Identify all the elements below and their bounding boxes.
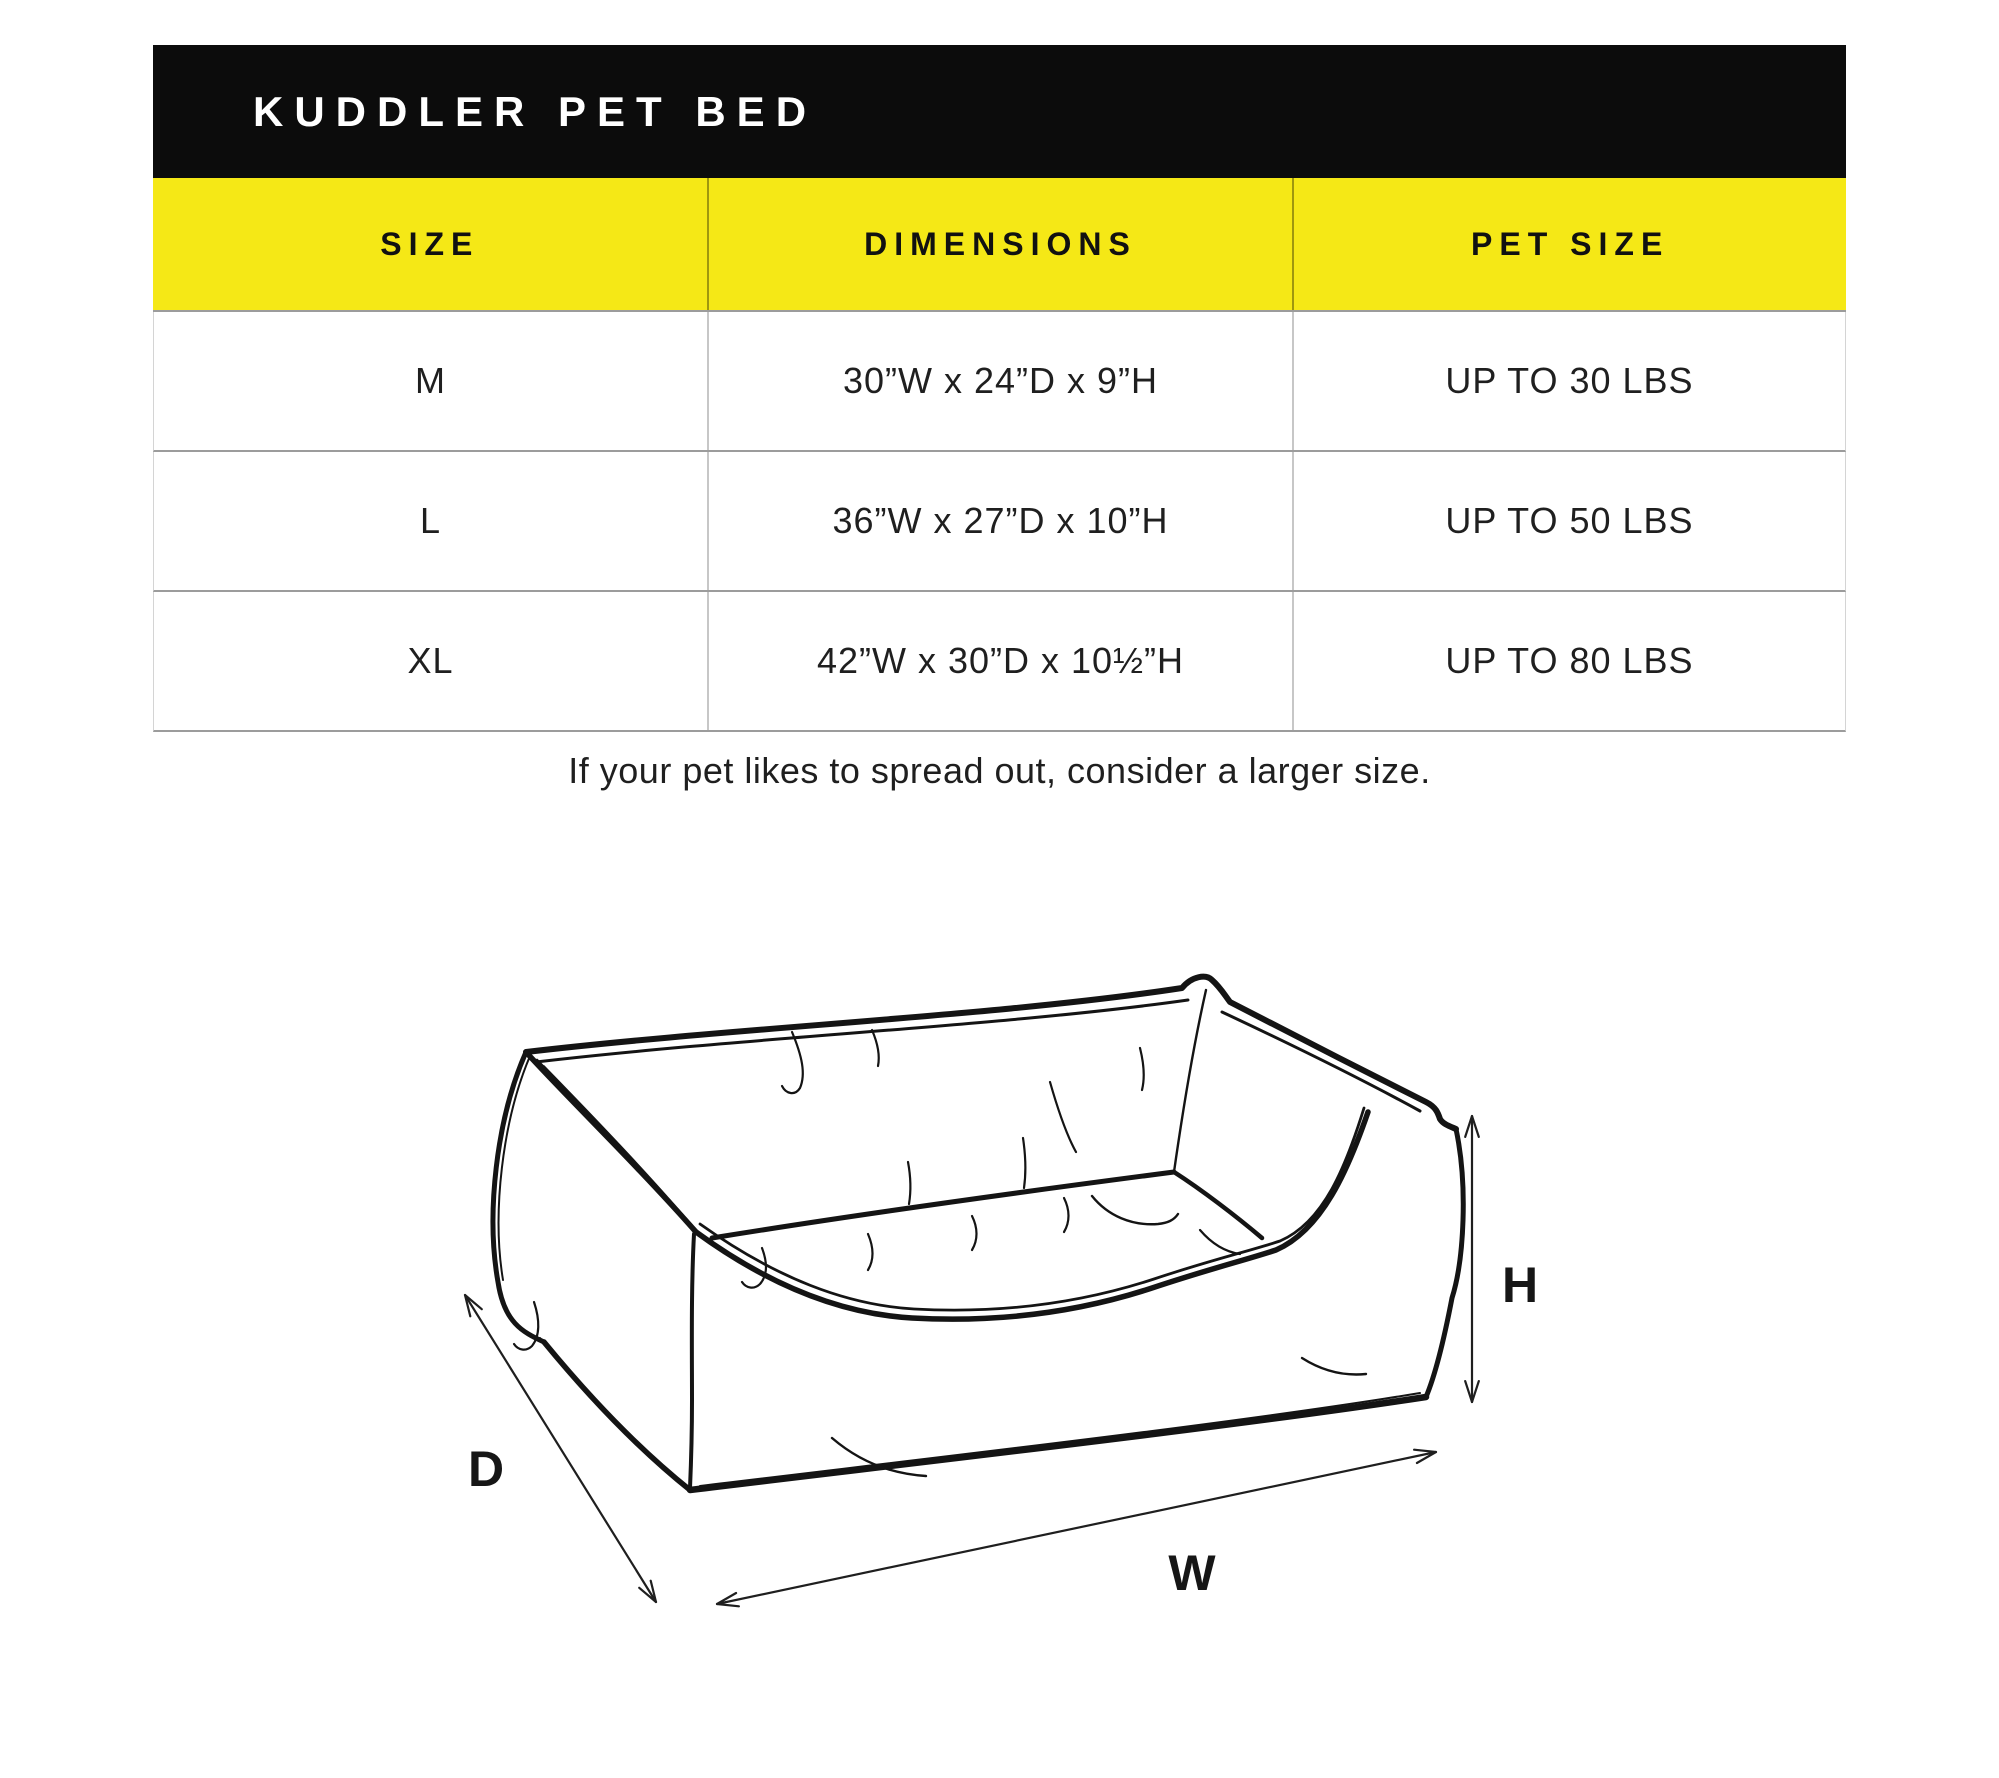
right-wall-outer-edge — [1426, 1129, 1463, 1397]
back-rim-inner — [536, 1000, 1188, 1062]
tuft-mark — [1092, 1196, 1178, 1224]
table-row — [153, 312, 1846, 452]
height-label: H — [1501, 1257, 1539, 1313]
base-left-edge — [544, 1342, 690, 1490]
scoop-rim-inner — [700, 1108, 1364, 1310]
tuft-mark — [1302, 1358, 1366, 1374]
tuft-mark — [972, 1216, 977, 1250]
pet-bed-diagram — [440, 930, 1580, 1660]
height-dimension-arrow — [1465, 1116, 1479, 1402]
column-header-dimensions: DIMENSIONS — [707, 178, 1293, 310]
scoop-rim-outer — [696, 1112, 1368, 1319]
pet-size-value: UP TO 30 LBS — [1292, 312, 1845, 450]
cushion-back-edge — [712, 1172, 1174, 1238]
pet-size-value: UP TO 80 LBS — [1292, 592, 1845, 730]
left-wall-outer-edge — [493, 1052, 544, 1342]
tuft-mark — [868, 1234, 873, 1270]
table-row — [153, 452, 1846, 592]
size-value: XL — [407, 640, 454, 681]
tuft-mark — [872, 1030, 879, 1066]
table-header-row — [153, 178, 1846, 312]
pet-bed-sketch — [440, 930, 1580, 1660]
table-title-bar — [153, 45, 1846, 178]
column-header-size: SIZE — [380, 225, 480, 262]
table-row — [153, 592, 1846, 732]
pet-size-value: UP TO 50 LBS — [1292, 452, 1845, 590]
front-left-fold — [690, 1234, 694, 1488]
size-value: M — [414, 360, 446, 401]
size-chart-table — [153, 45, 1846, 732]
left-wall-inner-fold — [550, 1074, 696, 1230]
page-title: KUDDLER PET BED — [253, 87, 818, 135]
tuft-mark — [1064, 1198, 1069, 1232]
tuft-mark — [1023, 1138, 1025, 1188]
tuft-mark — [1140, 1048, 1144, 1090]
depth-label: D — [467, 1441, 505, 1497]
cushion-right-edge — [1174, 1172, 1262, 1238]
width-label: W — [1168, 1545, 1216, 1601]
size-value: L — [419, 500, 441, 541]
tuft-mark — [1050, 1082, 1076, 1152]
dimensions-value: 42”W x 30”D x 10½”H — [707, 592, 1292, 730]
back-rim-outer — [526, 977, 1456, 1129]
back-right-inner-fold — [1174, 990, 1206, 1172]
column-header-pet-size: PET SIZE — [1292, 178, 1846, 310]
base-front-sketch-line — [700, 1393, 1420, 1486]
tuft-mark — [782, 1032, 803, 1093]
dimensions-value: 36”W x 27”D x 10”H — [707, 452, 1292, 590]
tuft-mark — [908, 1162, 910, 1204]
right-rim-inner — [1222, 1012, 1420, 1111]
tuft-mark — [1200, 1230, 1240, 1254]
sizing-note: If your pet likes to spread out, consider a larger size. — [568, 750, 1431, 791]
dimensions-value: 30”W x 24”D x 9”H — [707, 312, 1292, 450]
